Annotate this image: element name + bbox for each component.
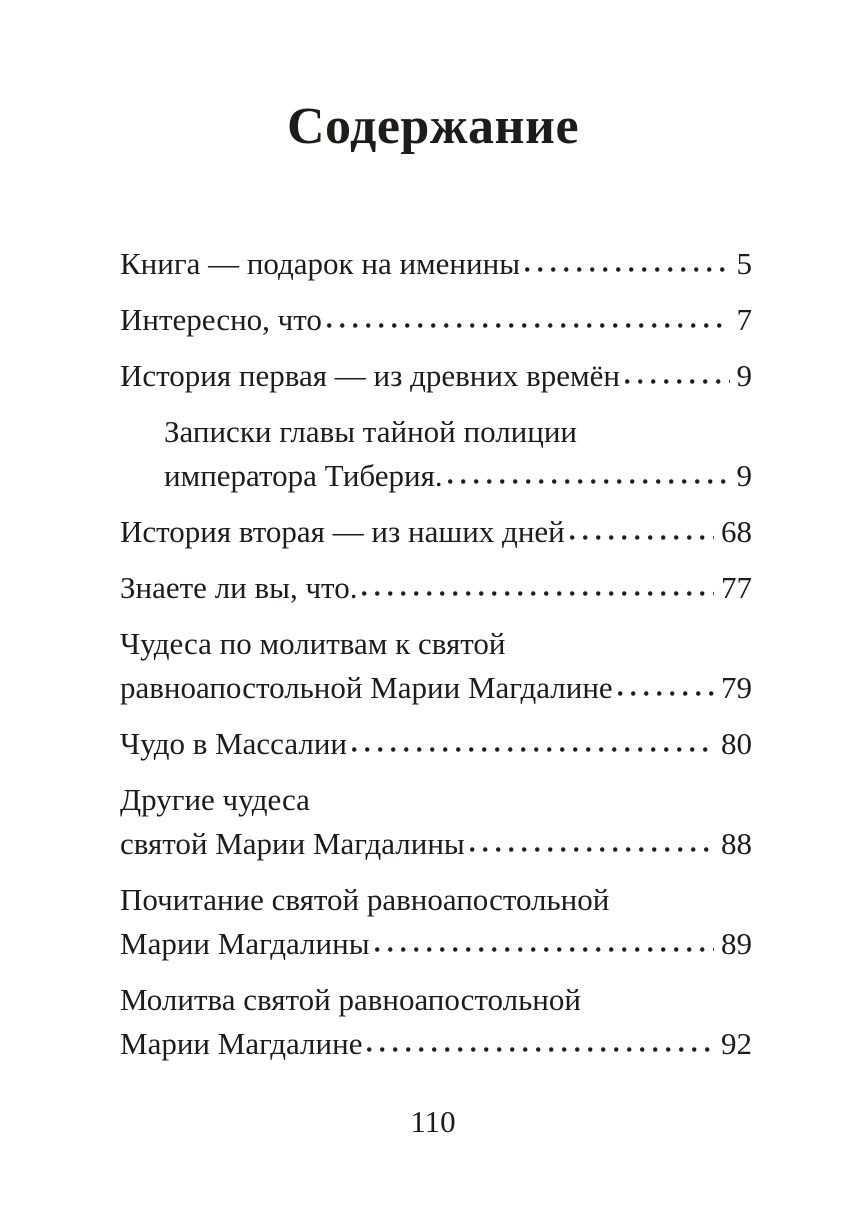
toc-entry-line: Записки главы тайной полиции [164,414,578,449]
toc-entry-label: История вторая — из наших дней [120,514,565,549]
toc-entry [120,566,752,610]
toc-entry [120,510,752,554]
leader-dots [625,377,729,386]
toc-entry-line: Другие чудеса [120,782,310,817]
leader-dots [618,689,714,698]
toc-entry-lastline [120,1022,752,1066]
toc-entry-label: равноапостольной Марии Магдалине [120,670,613,705]
toc-entry-lastline [120,822,752,866]
toc-entry-label: Марии Магдалины [120,926,370,961]
toc-entry-lastline [120,722,752,766]
toc-entry-lastline [120,566,752,610]
toc-entry [120,298,752,342]
toc-entry-lastline [120,922,752,966]
toc-entry [120,722,752,766]
toc-list [120,242,752,1078]
toc-entry-lastline [120,354,752,398]
toc-entry-lastline [120,510,752,554]
toc-entry-label: Чудо в Массалии [120,726,348,761]
toc-entry-pagenum: 5 [736,246,752,281]
toc-entry-label: императора Тиберия. [164,458,443,493]
toc-entry-label: Знаете ли вы, что. [120,570,358,605]
leader-dots [367,1045,714,1054]
toc-entry-line: Почитание святой равноапостольной [120,882,610,917]
leader-dots [327,321,730,330]
leader-dots [375,945,714,954]
toc-entry [120,878,752,966]
toc-entry [120,242,752,286]
leader-dots [525,265,729,274]
toc-entry-pagenum: 77 [721,570,752,605]
toc-entry-pagenum: 89 [721,926,752,961]
toc-entry [120,978,752,1066]
toc-entry-label: Книга — подарок на именины [120,246,521,281]
page-title: Содержание [286,98,580,155]
toc-entry-label: Марии Магдалине [120,1026,363,1061]
toc-entry-pagenum: 88 [721,826,752,861]
leader-dots [470,845,714,854]
toc-entry-label: Интересно, что [120,302,322,337]
toc-entry [120,622,752,710]
toc-entry-pagenum: 9 [736,358,752,393]
toc-entry-label: святой Марии Магдалины [120,826,465,861]
leader-dots [448,477,730,486]
toc-entry-pagenum: 92 [721,1026,752,1061]
leader-dots [362,589,714,598]
toc-entry-pagenum: 79 [721,670,752,705]
toc-entry-pagenum: 68 [721,514,752,549]
toc-entry-lastline [120,666,752,710]
toc-entry-pagenum: 9 [736,458,752,493]
toc-entry-line: Молитва святой равноапостольной [120,982,581,1017]
toc-entry-lastline [120,242,752,286]
toc-entry-lastline [164,454,752,498]
toc-entry [120,778,752,866]
leader-dots [352,745,714,754]
toc-entry [120,410,752,498]
toc-entry-pagenum: 80 [721,726,752,761]
toc-entry-line: Чудеса по молитвам к святой [120,626,506,661]
folio-page-number: 110 [410,1104,456,1139]
toc-entry [120,354,752,398]
toc-entry-pagenum: 7 [736,302,752,337]
leader-dots [570,533,714,542]
toc-entry-lastline [120,298,752,342]
toc-entry-label: История первая — из древних времён [120,358,621,393]
